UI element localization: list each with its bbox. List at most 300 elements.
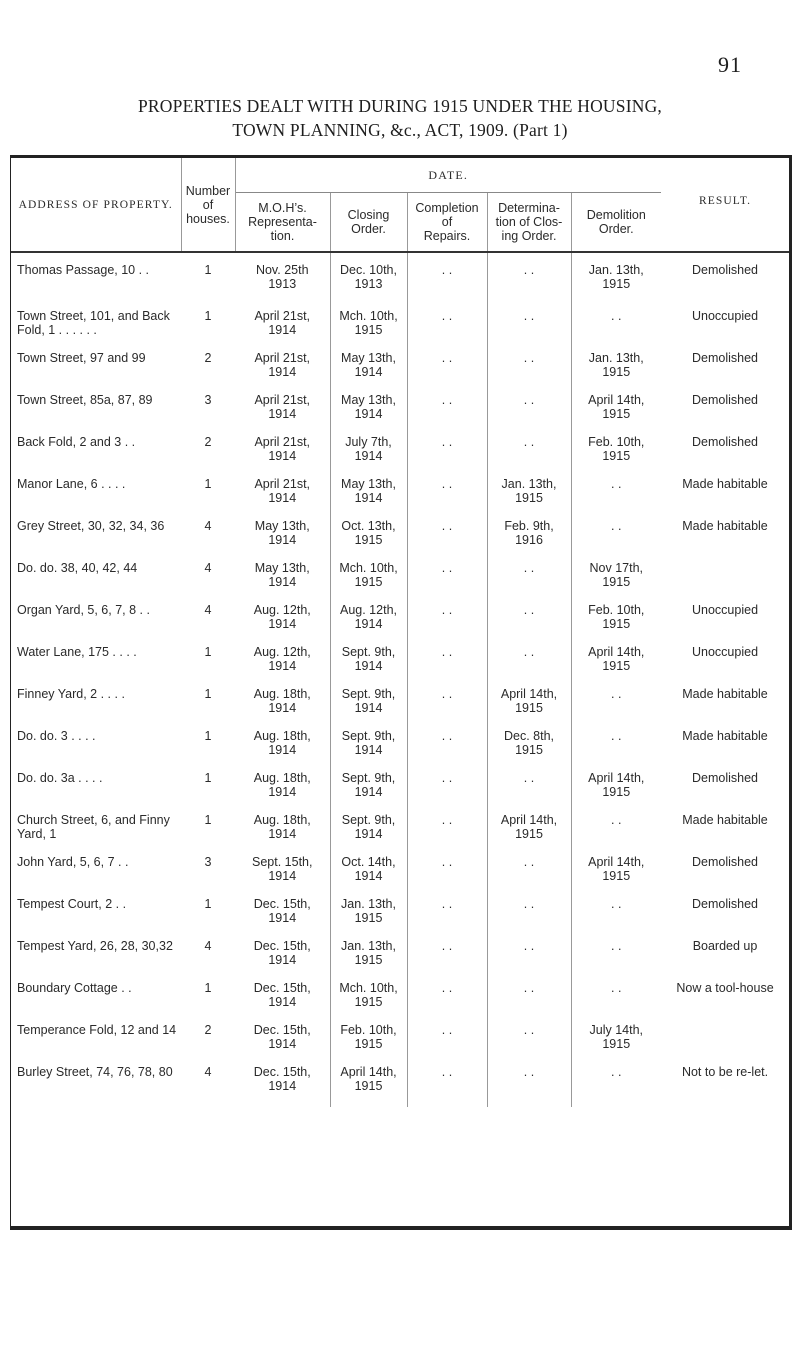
moh-representation-cell bbox=[235, 645, 330, 687]
moh-representation-text: Dec. 15th, bbox=[253, 1065, 311, 1079]
address-cell bbox=[11, 771, 181, 813]
table-row bbox=[11, 393, 789, 435]
address-header: ADDRESS OF PROPERTY. bbox=[18, 198, 173, 211]
address-text: Do. do. 3 . . . . bbox=[17, 729, 96, 743]
closing-order-text: Oct. 13th, bbox=[341, 519, 396, 533]
closing-order-text: 1915 bbox=[354, 953, 383, 967]
completion-of-repairs-text: . . bbox=[441, 645, 453, 659]
number-of-houses-text: 1 bbox=[204, 309, 212, 323]
result-text: Not to be re-let. bbox=[681, 1065, 769, 1079]
table-row bbox=[11, 855, 789, 897]
moh-representation-cell bbox=[235, 813, 330, 855]
table-row bbox=[11, 252, 789, 309]
table-row bbox=[11, 561, 789, 603]
address-cell bbox=[11, 477, 181, 519]
closing-order-text: Dec. 10th, bbox=[340, 263, 397, 277]
completion-of-repairs-text: . . bbox=[441, 309, 453, 323]
demolition-order-cell bbox=[571, 729, 661, 771]
number-of-houses-text: 4 bbox=[204, 561, 212, 575]
moh-representation-cell bbox=[235, 729, 330, 771]
completion-of-repairs-text: . . bbox=[441, 477, 453, 491]
address-text: Tempest Court, 2 . . bbox=[17, 897, 127, 911]
result-cell bbox=[661, 252, 789, 309]
moh-representation-text: Nov. 25th bbox=[255, 263, 309, 277]
moh-representation-text: 1914 bbox=[268, 1079, 297, 1093]
demolition-order-text: 1915 bbox=[602, 277, 631, 291]
closing-order-text: 1914 bbox=[354, 827, 383, 841]
completion-of-repairs-text: . . bbox=[441, 561, 453, 575]
determination-text: . . bbox=[523, 771, 535, 785]
table-row bbox=[11, 729, 789, 771]
closing-order-text: Feb. 10th, bbox=[340, 1023, 397, 1037]
demolition-order-cell bbox=[571, 813, 661, 855]
completion-of-repairs-cell bbox=[407, 1023, 487, 1065]
completion-of-repairs-cell bbox=[407, 687, 487, 729]
demolition-order-text: . . bbox=[611, 687, 622, 701]
completion-of-repairs-cell bbox=[407, 309, 487, 351]
address-text: Yard, 1 bbox=[17, 827, 57, 841]
number-of-houses-cell bbox=[181, 252, 235, 309]
demolition-order-text: 1915 bbox=[602, 407, 631, 421]
determination-cell bbox=[487, 477, 571, 519]
moh-representation-cell bbox=[235, 897, 330, 939]
table-row bbox=[11, 897, 789, 939]
result-cell bbox=[661, 1023, 789, 1065]
moh-representation-cell bbox=[235, 435, 330, 477]
completion-of-repairs-cell bbox=[407, 351, 487, 393]
number-of-houses-text: 1 bbox=[204, 477, 212, 491]
number-of-houses-cell bbox=[181, 351, 235, 393]
determination-cell bbox=[487, 1065, 571, 1107]
determination-of-closing-order-header: Determina- tion of Clos- ing Order. bbox=[487, 193, 571, 252]
closing-order-cell bbox=[330, 645, 407, 687]
moh-representation-text: April 21st, bbox=[254, 351, 311, 365]
closing-order-cell bbox=[330, 309, 407, 351]
number-of-houses-cell bbox=[181, 477, 235, 519]
result-cell bbox=[661, 477, 789, 519]
demolition-order-text: April 14th, bbox=[588, 771, 645, 785]
demolition-order-text: April 14th, bbox=[588, 645, 645, 659]
moh-representation-cell bbox=[235, 252, 330, 309]
address-text: Temperance Fold, 12 and 14 bbox=[17, 1023, 177, 1037]
demolition-order-text: . . bbox=[611, 939, 622, 953]
result-cell bbox=[661, 645, 789, 687]
completion-of-repairs-text: . . bbox=[441, 519, 453, 533]
closing-order-cell bbox=[330, 252, 407, 309]
table-row bbox=[11, 813, 789, 855]
result-text: Demolished bbox=[692, 897, 759, 911]
moh-representation-cell bbox=[235, 309, 330, 351]
number-of-houses-header: Number of houses. bbox=[181, 158, 235, 251]
demolition-order-cell bbox=[571, 351, 661, 393]
determination-cell bbox=[487, 813, 571, 855]
demolition-order-text: Jan. 13th, bbox=[588, 351, 644, 365]
number-of-houses-cell bbox=[181, 771, 235, 813]
determination-text: . . bbox=[523, 645, 535, 659]
demolition-order-cell bbox=[571, 519, 661, 561]
demolition-order-cell bbox=[571, 1065, 661, 1107]
closing-order-text: Mch. 10th, bbox=[339, 981, 398, 995]
determination-text: . . bbox=[523, 561, 535, 575]
number-of-houses-text: 1 bbox=[204, 897, 212, 911]
moh-representation-text: April 21st, bbox=[254, 309, 311, 323]
moh-representation-text: Dec. 15th, bbox=[253, 981, 311, 995]
moh-representation-text: April 21st, bbox=[254, 477, 311, 491]
closing-order-text: 1915 bbox=[354, 995, 383, 1009]
address-cell bbox=[11, 687, 181, 729]
moh-representation-cell bbox=[235, 981, 330, 1023]
moh-representation-cell bbox=[235, 519, 330, 561]
closing-order-cell bbox=[330, 603, 407, 645]
closing-order-text: Aug. 12th, bbox=[340, 603, 397, 617]
demolition-order-text: . . bbox=[611, 1065, 622, 1079]
determination-cell bbox=[487, 645, 571, 687]
closing-order-text: Sept. 9th, bbox=[341, 771, 396, 785]
closing-order-text: May 13th, bbox=[341, 351, 396, 365]
number-of-houses-cell bbox=[181, 519, 235, 561]
demolition-order-text: 1915 bbox=[602, 659, 631, 673]
moh-representation-text: May 13th, bbox=[254, 561, 310, 575]
determination-cell bbox=[487, 981, 571, 1023]
moh-representation-text: April 21st, bbox=[254, 435, 311, 449]
address-text: Manor Lane, 6 . . . . bbox=[17, 477, 126, 491]
determination-text: . . bbox=[523, 1023, 535, 1037]
moh-representation-text: 1914 bbox=[268, 407, 297, 421]
moh-representation-text: 1914 bbox=[268, 995, 297, 1009]
number-of-houses-cell bbox=[181, 561, 235, 603]
closing-order-cell bbox=[330, 477, 407, 519]
demolition-order-text: 1915 bbox=[602, 1037, 631, 1051]
result-cell bbox=[661, 897, 789, 939]
demolition-order-text: 1915 bbox=[602, 449, 631, 463]
number-of-houses-cell bbox=[181, 981, 235, 1023]
number-of-houses-text: 4 bbox=[204, 939, 212, 953]
demolition-order-cell bbox=[571, 477, 661, 519]
demolition-order-cell bbox=[571, 252, 661, 309]
completion-of-repairs-cell bbox=[407, 771, 487, 813]
moh-representation-text: Aug. 12th, bbox=[253, 645, 311, 659]
number-of-houses-cell bbox=[181, 939, 235, 981]
result-cell bbox=[661, 603, 789, 645]
moh-representation-text: 1914 bbox=[268, 701, 297, 715]
moh-representation-text: Aug. 12th, bbox=[253, 603, 311, 617]
demolition-order-text: . . bbox=[611, 897, 622, 911]
completion-of-repairs-text: . . bbox=[441, 1023, 453, 1037]
completion-of-repairs-header: Completion of Repairs. bbox=[407, 193, 487, 252]
title-line-1: PROPERTIES DEALT WITH DURING 1915 UNDER THE HOUSING, bbox=[138, 96, 662, 116]
completion-of-repairs-text: . . bbox=[441, 687, 453, 701]
address-cell bbox=[11, 939, 181, 981]
closing-order-cell bbox=[330, 435, 407, 477]
moh-representation-text: Dec. 15th, bbox=[253, 897, 311, 911]
closing-order-text: May 13th, bbox=[341, 477, 396, 491]
determination-text: . . bbox=[523, 309, 535, 323]
completion-of-repairs-text: . . bbox=[441, 813, 453, 827]
moh-representation-text: 1914 bbox=[268, 365, 297, 379]
closing-order-cell bbox=[330, 813, 407, 855]
result-text: Made habitable bbox=[682, 729, 768, 743]
moh-representation-text: 1914 bbox=[268, 533, 297, 547]
closing-order-text: 1913 bbox=[354, 277, 383, 291]
demolition-order-cell bbox=[571, 771, 661, 813]
closing-order-text: Sept. 9th, bbox=[341, 645, 396, 659]
determination-text: . . bbox=[523, 855, 535, 869]
demolition-order-text: April 14th, bbox=[588, 393, 645, 407]
completion-of-repairs-cell bbox=[407, 435, 487, 477]
demolition-order-cell bbox=[571, 645, 661, 687]
closing-order-cell bbox=[330, 1023, 407, 1065]
determination-cell bbox=[487, 603, 571, 645]
moh-representation-text: 1914 bbox=[268, 911, 297, 925]
closing-order-cell bbox=[330, 519, 407, 561]
moh-representation-text: Sept. 15th, bbox=[252, 855, 313, 869]
number-of-houses-text: 3 bbox=[204, 393, 212, 407]
address-cell bbox=[11, 351, 181, 393]
moh-representation-cell bbox=[235, 603, 330, 645]
completion-of-repairs-cell bbox=[407, 729, 487, 771]
closing-order-text: 1915 bbox=[354, 1079, 383, 1093]
address-cell bbox=[11, 1023, 181, 1065]
demolition-order-text: 1915 bbox=[602, 785, 631, 799]
result-cell bbox=[661, 561, 789, 603]
determination-text: Dec. 8th, bbox=[503, 729, 555, 743]
number-of-houses-text: 1 bbox=[204, 981, 212, 995]
number-of-houses-text: 2 bbox=[204, 1023, 212, 1037]
address-text: Fold, 1 . . . . . . bbox=[17, 323, 97, 337]
number-of-houses-text: 1 bbox=[204, 771, 212, 785]
closing-order-text: Oct. 14th, bbox=[341, 855, 396, 869]
result-text: Made habitable bbox=[682, 813, 768, 827]
completion-of-repairs-text: . . bbox=[441, 771, 453, 785]
result-cell bbox=[661, 309, 789, 351]
completion-of-repairs-cell bbox=[407, 477, 487, 519]
closing-order-cell bbox=[330, 855, 407, 897]
closing-order-text: 1914 bbox=[354, 491, 383, 505]
number-of-houses-cell bbox=[181, 729, 235, 771]
demolition-order-text: 1915 bbox=[602, 365, 631, 379]
closing-order-text: 1914 bbox=[354, 449, 383, 463]
closing-order-text: 1915 bbox=[354, 323, 383, 337]
number-of-houses-text: 1 bbox=[204, 645, 212, 659]
demolition-order-text: Feb. 10th, bbox=[588, 603, 645, 617]
closing-order-cell bbox=[330, 729, 407, 771]
table-row bbox=[11, 435, 789, 477]
closing-order-cell bbox=[330, 1065, 407, 1107]
demolition-order-text: . . bbox=[611, 729, 622, 743]
closing-order-text: 1915 bbox=[354, 1037, 383, 1051]
result-text: Demolished bbox=[692, 435, 759, 449]
number-of-houses-cell bbox=[181, 813, 235, 855]
address-cell bbox=[11, 981, 181, 1023]
completion-of-repairs-text: . . bbox=[441, 263, 453, 277]
table-row bbox=[11, 519, 789, 561]
number-of-houses-cell bbox=[181, 645, 235, 687]
result-text: Made habitable bbox=[682, 687, 768, 701]
table-row bbox=[11, 939, 789, 981]
closing-order-text: Sept. 9th, bbox=[341, 813, 396, 827]
demolition-order-text: Nov 17th, bbox=[589, 561, 644, 575]
demolition-order-header: Demolition Order. bbox=[586, 208, 646, 236]
number-of-houses-cell bbox=[181, 435, 235, 477]
address-cell bbox=[11, 897, 181, 939]
determination-text: 1916 bbox=[515, 533, 543, 547]
moh-representation-text: 1914 bbox=[268, 617, 297, 631]
closing-order-text: May 13th, bbox=[341, 393, 396, 407]
result-cell bbox=[661, 813, 789, 855]
determination-text: . . bbox=[523, 351, 535, 365]
result-cell bbox=[661, 519, 789, 561]
determination-text: . . bbox=[523, 897, 535, 911]
moh-representation-text: 1914 bbox=[268, 869, 297, 883]
determination-cell bbox=[487, 1023, 571, 1065]
address-text: Finney Yard, 2 . . . . bbox=[17, 687, 125, 701]
date-header: DATE. bbox=[235, 158, 661, 193]
determination-text: . . bbox=[523, 393, 535, 407]
completion-of-repairs-cell bbox=[407, 855, 487, 897]
table-row bbox=[11, 309, 789, 351]
closing-order-cell bbox=[330, 561, 407, 603]
closing-order-text: 1914 bbox=[354, 617, 383, 631]
address-text: Water Lane, 175 . . . . bbox=[17, 645, 137, 659]
table-row bbox=[11, 603, 789, 645]
number-of-houses-cell bbox=[181, 393, 235, 435]
closing-order-cell bbox=[330, 687, 407, 729]
address-cell bbox=[11, 393, 181, 435]
closing-order-cell bbox=[330, 897, 407, 939]
result-cell bbox=[661, 981, 789, 1023]
address-text: Organ Yard, 5, 6, 7, 8 . . bbox=[17, 603, 150, 617]
determination-text: . . bbox=[523, 939, 535, 953]
closing-order-text: Sept. 9th, bbox=[341, 687, 396, 701]
moh-representation-text: 1914 bbox=[268, 659, 297, 673]
moh-representation-cell bbox=[235, 855, 330, 897]
demolition-order-text: . . bbox=[611, 813, 622, 827]
result-text: Unoccupied bbox=[692, 309, 759, 323]
determination-cell bbox=[487, 561, 571, 603]
completion-of-repairs-text: . . bbox=[441, 351, 453, 365]
demolition-order-cell bbox=[571, 981, 661, 1023]
demolition-order-cell bbox=[571, 309, 661, 351]
moh-representation-text: 1914 bbox=[268, 1037, 297, 1051]
number-of-houses-cell bbox=[181, 855, 235, 897]
page-number: 91 bbox=[718, 52, 742, 77]
completion-of-repairs-cell bbox=[407, 645, 487, 687]
demolition-order-text: April 14th, bbox=[588, 855, 645, 869]
determination-cell bbox=[487, 771, 571, 813]
completion-of-repairs-cell bbox=[407, 393, 487, 435]
moh-representation-text: 1914 bbox=[268, 785, 297, 799]
number-of-houses-cell bbox=[181, 309, 235, 351]
moh-representation-cell bbox=[235, 939, 330, 981]
table-row bbox=[11, 1065, 789, 1107]
address-cell bbox=[11, 855, 181, 897]
result-text: Demolished bbox=[692, 771, 759, 785]
result-text: Demolished bbox=[692, 263, 759, 277]
closing-order-text: Sept. 9th, bbox=[341, 729, 396, 743]
determination-text: Feb. 9th, bbox=[504, 519, 554, 533]
moh-representation-text: Aug. 18th, bbox=[253, 687, 311, 701]
number-of-houses-text: 2 bbox=[204, 435, 212, 449]
demolition-order-cell bbox=[571, 897, 661, 939]
demolition-order-text: . . bbox=[611, 477, 622, 491]
moh-representation-text: Aug. 18th, bbox=[253, 813, 311, 827]
result-cell bbox=[661, 351, 789, 393]
determination-text: . . bbox=[523, 435, 535, 449]
moh-representation-text: Dec. 15th, bbox=[253, 939, 311, 953]
completion-of-repairs-text: . . bbox=[441, 855, 453, 869]
result-text: Made habitable bbox=[682, 477, 768, 491]
moh-representation-text: 1914 bbox=[268, 743, 297, 757]
determination-cell bbox=[487, 897, 571, 939]
determination-cell bbox=[487, 309, 571, 351]
address-text: Boundary Cottage . . bbox=[17, 981, 132, 995]
result-text: Demolished bbox=[692, 351, 759, 365]
address-cell bbox=[11, 252, 181, 309]
address-text: Do. do. 38, 40, 42, 44 bbox=[17, 561, 138, 575]
completion-of-repairs-text: . . bbox=[441, 603, 453, 617]
closing-order-cell bbox=[330, 939, 407, 981]
determination-cell bbox=[487, 519, 571, 561]
moh-representation-text: Aug. 18th, bbox=[253, 729, 311, 743]
determination-text: April 14th, bbox=[500, 813, 558, 827]
moh-representation-text: 1914 bbox=[268, 323, 297, 337]
completion-of-repairs-cell bbox=[407, 981, 487, 1023]
completion-of-repairs-text: . . bbox=[441, 393, 453, 407]
determination-cell bbox=[487, 687, 571, 729]
address-cell bbox=[11, 309, 181, 351]
title-line-2: TOWN PLANNING, &c., ACT, 1909. (Part 1) bbox=[232, 120, 568, 140]
closing-order-cell bbox=[330, 351, 407, 393]
completion-of-repairs-cell bbox=[407, 519, 487, 561]
address-text: Town Street, 97 and 99 bbox=[17, 351, 146, 365]
determination-cell bbox=[487, 939, 571, 981]
determination-text: . . bbox=[523, 603, 535, 617]
determination-cell bbox=[487, 351, 571, 393]
closing-order-text: 1914 bbox=[354, 407, 383, 421]
address-cell bbox=[11, 519, 181, 561]
result-header: RESULT. bbox=[698, 195, 752, 207]
number-of-houses-text: 1 bbox=[204, 729, 212, 743]
closing-order-cell bbox=[330, 981, 407, 1023]
moh-representation-text: 1913 bbox=[268, 277, 297, 291]
result-cell bbox=[661, 393, 789, 435]
number-of-houses-text: 1 bbox=[204, 687, 212, 701]
determination-text: April 14th, bbox=[500, 687, 558, 701]
moh-representation-cell bbox=[235, 561, 330, 603]
demolition-order-cell bbox=[571, 939, 661, 981]
completion-of-repairs-cell bbox=[407, 897, 487, 939]
result-text: Demolished bbox=[692, 393, 759, 407]
result-cell bbox=[661, 687, 789, 729]
number-of-houses-text: 4 bbox=[204, 1065, 212, 1079]
moh-representation-text: May 13th, bbox=[254, 519, 310, 533]
demolition-order-cell bbox=[571, 435, 661, 477]
demolition-order-text: . . bbox=[611, 981, 622, 995]
number-of-houses-text: 1 bbox=[204, 813, 212, 827]
table-row bbox=[11, 1023, 789, 1065]
address-cell bbox=[11, 729, 181, 771]
completion-of-repairs-cell bbox=[407, 603, 487, 645]
number-of-houses-cell bbox=[181, 687, 235, 729]
demolition-order-cell bbox=[571, 393, 661, 435]
demolition-order-text: . . bbox=[611, 309, 622, 323]
moh-representation-text: 1914 bbox=[268, 953, 297, 967]
closing-order-text: 1915 bbox=[354, 533, 383, 547]
demolition-order-text: 1915 bbox=[602, 869, 631, 883]
table-row bbox=[11, 645, 789, 687]
determination-text: . . bbox=[523, 981, 535, 995]
moh-representation-cell bbox=[235, 1023, 330, 1065]
